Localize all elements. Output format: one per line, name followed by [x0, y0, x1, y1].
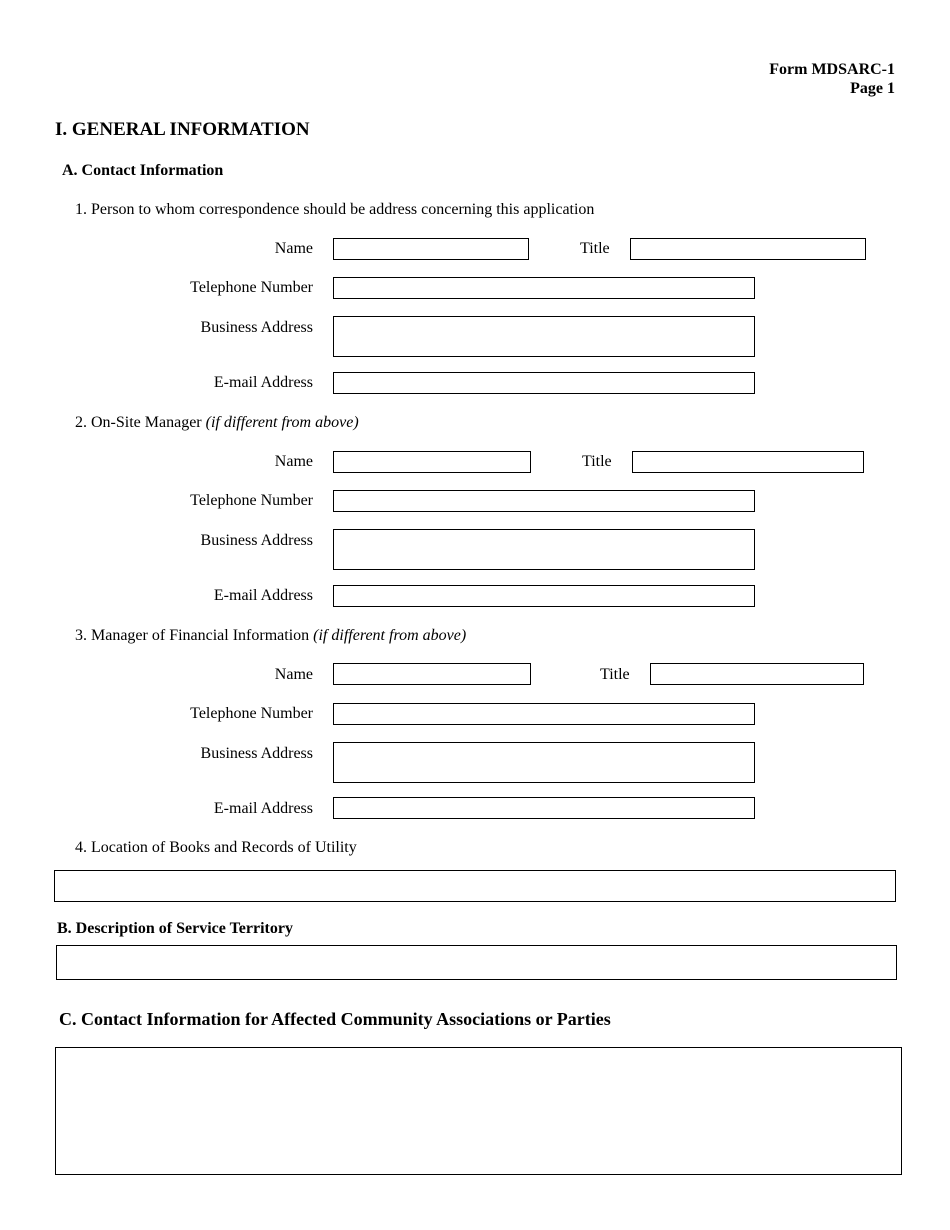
item1-title-label: Title	[580, 240, 610, 257]
item1-heading: 1. Person to whom correspondence should be address concerning this application	[75, 201, 595, 218]
section-a-title: A. Contact Information	[62, 162, 224, 179]
item1-phone-field[interactable]	[333, 277, 755, 299]
item3-name-field[interactable]	[333, 663, 531, 685]
books-records-location-field[interactable]	[54, 870, 896, 902]
item3-email-field[interactable]	[333, 797, 755, 819]
item2-title-field[interactable]	[632, 451, 864, 473]
form-id-block	[769, 60, 895, 98]
item1-title-field[interactable]	[630, 238, 866, 260]
item3-name-label: Name	[274, 666, 313, 683]
section-c-title: C. Contact Information for Affected Community Associations or Parties	[59, 1009, 611, 1029]
item1-address-field[interactable]	[333, 316, 755, 357]
item3-phone-label: Telephone Number	[190, 705, 313, 722]
item2-name-label: Name	[274, 453, 313, 470]
item2-phone-label: Telephone Number	[190, 492, 313, 509]
item1-name-field[interactable]	[333, 238, 529, 260]
item3-heading-note: (if different from above)	[313, 627, 467, 644]
item3-heading-text: 3. Manager of Financial Information	[75, 627, 314, 644]
item2-phone-field[interactable]	[333, 490, 755, 512]
item1-email-field[interactable]	[333, 372, 755, 394]
item2-heading	[75, 413, 359, 433]
item3-phone-field[interactable]	[333, 703, 755, 725]
item1-address-label: Business Address	[200, 319, 313, 336]
section-title: I. GENERAL INFORMATION	[55, 119, 310, 140]
item2-address-field[interactable]	[333, 529, 755, 570]
item3-title-field[interactable]	[650, 663, 864, 685]
item2-title-label: Title	[582, 453, 612, 470]
item3-email-label: E-mail Address	[213, 800, 313, 817]
item3-title-label: Title	[600, 666, 630, 683]
form-number: Form MDSARC-1	[769, 61, 895, 78]
item2-heading-text: 2. On-Site Manager	[75, 414, 206, 431]
item1-phone-label: Telephone Number	[190, 279, 313, 296]
section-b-title: B. Description of Service Territory	[57, 920, 293, 937]
item2-address-label: Business Address	[200, 532, 313, 549]
item3-address-label: Business Address	[200, 745, 313, 762]
item2-heading-note: (if different from above)	[205, 414, 359, 431]
item1-name-label: Name	[274, 240, 313, 257]
community-contacts-field[interactable]	[55, 1047, 902, 1175]
item4-heading: 4. Location of Books and Records of Utility	[75, 839, 357, 856]
item3-address-field[interactable]	[333, 742, 755, 783]
item2-email-label: E-mail Address	[213, 587, 313, 604]
service-territory-field[interactable]	[56, 945, 897, 980]
item2-name-field[interactable]	[333, 451, 531, 473]
page-number: Page 1	[850, 80, 895, 97]
item2-email-field[interactable]	[333, 585, 755, 607]
item1-email-label: E-mail Address	[213, 374, 313, 391]
item3-heading	[75, 626, 466, 646]
